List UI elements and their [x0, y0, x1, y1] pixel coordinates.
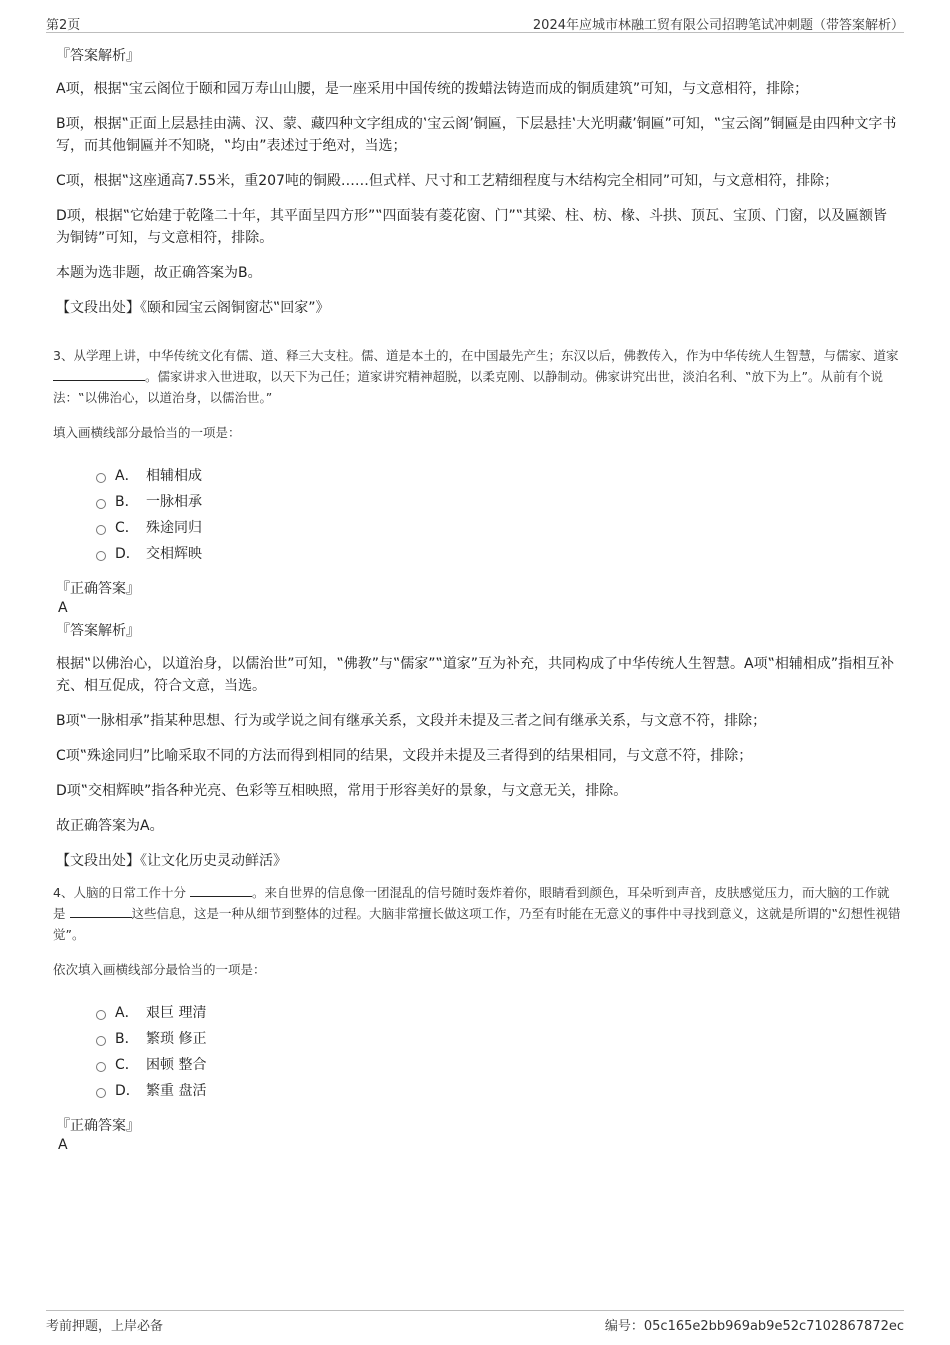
q4-stem: 4、人脑的日常工作十分 。来自世界的信息像一团混乱的信号随时轰炸着你，眼睛看到颜色，耳朵听到声音，皮肤感觉压力，而大脑的工作就是 这些信息，这是一种从细节到整体的过程。大脑非常擅长做这项工作，乃至有时能在无意义的事件中寻找到意义，这就是所谓的‟幻想性视错觉”。	[53, 882, 901, 945]
radio-icon[interactable]	[96, 1010, 106, 1020]
q2-conclusion: 本题为选非题，故正确答案为B。	[56, 265, 262, 281]
q3-option-d[interactable]: D． 交相辉映	[96, 541, 901, 567]
q3-analysis-label: 『答案解析』	[56, 623, 140, 639]
radio-icon[interactable]	[96, 1062, 106, 1072]
page-content	[53, 46, 901, 1158]
q3-option-b[interactable]: B． 一脉相承	[96, 489, 901, 515]
document-serial: 编号：05c165e2bb969ab9e52c7102867872ec	[604, 1319, 904, 1334]
q4-prompt: 依次填入画横线部分最恰当的一项是：	[53, 962, 266, 977]
q2-analysis-label: 『答案解析』	[56, 48, 140, 64]
q3-stem: 3、从学理上讲，中华传统文化有儒、道、释三大支柱。儒、道是本土的，在中国最先产生；东汉以后，佛教传入，作为中华传统人生智慧，与儒家、道家 。儒家讲求入世进取，以天下为己任；道家讲究精神超脱，以柔克刚、以静制动。佛家讲究出世，淡泊名利、‟放下为上”。从前有个说法：‟以佛治心，以道治身，以儒治世。”	[53, 348, 899, 405]
q4-blank-1	[190, 882, 252, 897]
q3-answer-label: 『正确答案』	[56, 581, 140, 597]
q4-option-d[interactable]: D． 繁重 盘活	[96, 1078, 901, 1104]
q4-option-a[interactable]: A． 艰巨 理清	[96, 1000, 901, 1026]
q3-conclusion: 故正确答案为A。	[56, 818, 164, 834]
q3-options	[96, 463, 901, 567]
radio-icon[interactable]	[96, 1036, 106, 1046]
q3-blank	[53, 366, 145, 381]
page-number: 第2页	[46, 18, 81, 33]
q4-options	[96, 1000, 901, 1104]
footer-slogan: 考前押题，上岸必备	[46, 1319, 164, 1334]
q3-answer: A	[58, 600, 68, 616]
q3-prompt: 填入画横线部分最恰当的一项是：	[53, 425, 241, 440]
q2-analysis-c: C项，根据‟这座通高7.55米，重207吨的铜殿……但式样、尺寸和工艺精细程度与木结构完全相同”可知，与文意相符，排除；	[56, 173, 839, 189]
q3-analysis-d: D项‟交相辉映”指各种光亮、色彩等互相映照，常用于形容美好的景象，与文意无关，排除。	[56, 783, 628, 799]
q2-analysis-d: D项，根据‟它始建于乾隆二十年，其平面呈四方形”‟四面装有菱花窗、门”‟其梁、柱、枋、椽、斗拱、顶瓦、宝顶、门窗，以及匾额皆为铜铸”可知，与文意相符，排除。	[56, 208, 888, 246]
radio-icon[interactable]	[96, 551, 106, 561]
document-title: 2024年应城市林融工贸有限公司招聘笔试冲刺题（带答案解析）	[532, 18, 904, 33]
q3-analysis-main: 根据‟以佛治心，以道治身，以儒治世”可知，‟佛教”与‟儒家”‟道家”互为补充，共同构成了中华传统人生智慧。A项‟相辅相成”指相互补充、相互促成，符合文意，当选。	[56, 656, 895, 694]
q4-answer-label: 『正确答案』	[56, 1118, 140, 1134]
q4-blank-2	[70, 903, 132, 918]
page-footer	[46, 1310, 904, 1335]
radio-icon[interactable]	[96, 1088, 106, 1098]
q3-option-c[interactable]: C． 殊途同归	[96, 515, 901, 541]
q4-option-b[interactable]: B． 繁琐 修正	[96, 1026, 901, 1052]
q2-source: 【文段出处】《颐和园宝云阁铜窗芯‟回家”》	[56, 300, 330, 316]
q3-option-a[interactable]: A． 相辅相成	[96, 463, 901, 489]
page-header	[46, 12, 904, 33]
q2-analysis-a: A项，根据‟宝云阁位于颐和园万寿山山腰，是一座采用中国传统的拨蜡法铸造而成的铜质建筑”可知，与文意相符，排除；	[56, 81, 809, 97]
q3-source: 【文段出处】《让文化历史灵动鲜活》	[56, 853, 287, 869]
q4-option-c[interactable]: C． 困顿 整合	[96, 1052, 901, 1078]
q3-analysis-b: B项‟一脉相承”指某种思想、行为或学说之间有继承关系，文段并未提及三者之间有继承关系，与文意不符，排除；	[56, 713, 767, 729]
radio-icon[interactable]	[96, 473, 106, 483]
q2-analysis-b: B项，根据‟正面上层悬挂由满、汉、蒙、藏四种文字组成的‛宝云阁’铜匾，下层悬挂‛大光明藏’铜匾”可知，‟宝云阁”铜匾是由四种文字书写，而其他铜匾并不知晓，‟均由”表述过于绝对，当选；	[56, 116, 897, 154]
q3-analysis-c: C项‟殊途同归”比喻采取不同的方法而得到相同的结果，文段并未提及三者得到的结果相同，与文意不符，排除；	[56, 748, 753, 764]
radio-icon[interactable]	[96, 499, 106, 509]
q4-answer: A	[58, 1137, 68, 1153]
radio-icon[interactable]	[96, 525, 106, 535]
